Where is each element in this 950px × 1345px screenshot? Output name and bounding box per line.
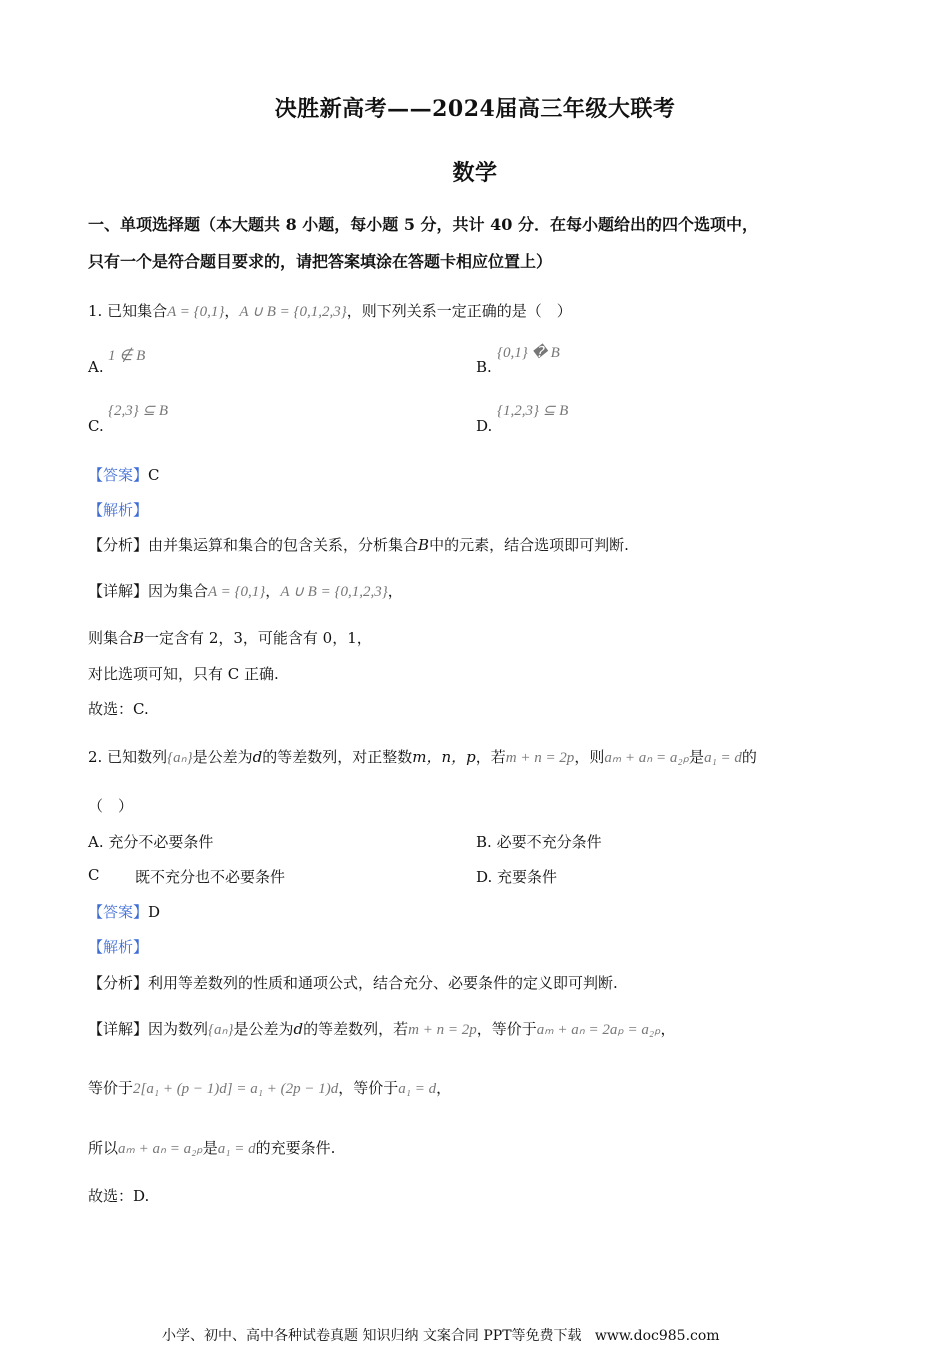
q1-xiangjie-math-a: A = {0,1} <box>208 584 266 600</box>
q1-analysis-tag: 【解析】 <box>88 501 149 519</box>
q1-math-a: A = {0,1} <box>167 304 225 320</box>
q1-line-b-post: 一定含有 2，3，可能含有 0，1， <box>144 629 372 647</box>
q2-option-d <box>476 866 557 887</box>
q1-option-a-label: A. <box>88 358 104 376</box>
q2-paren: （ ） <box>88 797 134 815</box>
section-header-line1: 一、单项选择题（本大题共 8 小题，每小题 5 分，共计 40 分．在每小题给出的四个选项中， <box>88 215 758 234</box>
q2-xj-mid1: 是公差为 <box>233 1020 294 1038</box>
q2-rel2: a₁ = d <box>704 750 742 766</box>
q2-xj-end: ， <box>660 1020 676 1038</box>
q2-d1: d <box>252 748 263 766</box>
q2-mid1: 是公差为 <box>192 748 253 766</box>
q1-stem-pre: 1. 已知集合 <box>88 302 168 320</box>
q2-analysis-tag: 【解析】 <box>88 938 149 956</box>
q2-l2-pre: 等价于 <box>88 1079 134 1097</box>
q1-option-b-math: {0,1} � B <box>497 345 560 361</box>
q2-stem-pre: 2. 已知数列 <box>88 748 168 766</box>
q1-line-c: 对比选项可知，只有 C 正确. <box>88 665 279 683</box>
q1-xiangjie-math-union: A ∪ B = {0,1,2,3} <box>280 584 388 600</box>
q1-fenxi-var: B <box>418 536 430 554</box>
q1-xiangjie-end: ， <box>387 582 403 600</box>
q2-xj-mid3: ，等价于 <box>476 1020 537 1038</box>
q1-xiangjie <box>88 580 403 601</box>
q1-sep: ， <box>224 302 240 320</box>
q1-option-a-math: 1 ∉ B <box>108 348 146 364</box>
q1-line-b <box>88 627 372 648</box>
q2-l3-mid: 是 <box>202 1139 218 1157</box>
q1-fenxi-post: 中的元素，结合选项即可判断. <box>429 536 629 554</box>
footer-link[interactable]: www.doc985.com <box>594 1328 720 1344</box>
q2-answer-value: D <box>148 903 161 921</box>
q2-mid2: 的等差数列，对正整数 <box>262 748 413 766</box>
q2-option-a-text: 充分不必要条件 <box>108 833 214 851</box>
q1-xiangjie-sep: ， <box>265 582 281 600</box>
q2-option-a <box>88 831 213 852</box>
q2-option-d-text: 充要条件 <box>497 868 558 886</box>
footer <box>162 1325 720 1345</box>
q1-answer <box>88 464 160 485</box>
q2-xj-cond: m + n = 2p <box>408 1022 477 1038</box>
q2-fenxi-tag: 【分析】 <box>88 974 149 992</box>
q2-l3-eq: aₘ + aₙ = a₂ₚ <box>118 1141 203 1157</box>
q2-xj-pre: 因为数列 <box>148 1020 209 1038</box>
q2-line2 <box>88 1077 451 1098</box>
q2-l2-eq: 2[a₁ + (p − 1)d] = a₁ + (2p − 1)d <box>133 1081 339 1097</box>
q2-mid3: ，若 <box>475 748 506 766</box>
q2-option-a-label: A. <box>88 833 104 851</box>
q1-option-c-label: C. <box>88 417 104 435</box>
q1-xiangjie-pre: 因为集合 <box>148 582 209 600</box>
q2-option-b <box>476 831 602 852</box>
q2-l3-eq2: a₁ = d <box>217 1141 256 1157</box>
q2-line3 <box>88 1137 335 1158</box>
document-title: 决胜新高考——2024届高三年级大联考 <box>274 96 676 122</box>
q2-xj-eq: aₘ + aₙ = 2aₚ = a₂ₚ <box>536 1022 661 1038</box>
q1-option-d <box>476 417 492 435</box>
q1-option-c <box>88 417 104 435</box>
q2-fenxi <box>88 972 618 993</box>
q2-mid4: ，则 <box>574 748 605 766</box>
q1-line-b-pre: 则集合 <box>88 629 134 647</box>
q2-l2-mid: ，等价于 <box>338 1079 399 1097</box>
section-header-line2: 只有一个是符合题目要求的，请把答案填涂在答题卡相应位置上） <box>88 252 553 271</box>
q1-xiangjie-tag: 【详解】 <box>88 582 149 600</box>
subject-title: 数学 <box>452 160 498 186</box>
q2-answer-tag: 【答案】 <box>88 903 149 921</box>
q1-answer-value: C <box>148 466 160 484</box>
q1-math-union: A ∪ B = {0,1,2,3} <box>239 304 347 320</box>
q1-option-c-math: {2,3} ⊆ B <box>108 403 168 419</box>
q2-xiangjie <box>88 1018 676 1039</box>
q2-xj-mid2: 的等差数列，若 <box>303 1020 409 1038</box>
q2-xj-d: d <box>293 1020 304 1038</box>
q2-l2-eq2: a₁ = d <box>398 1081 437 1097</box>
q2-option-b-text: 必要不充分条件 <box>496 833 602 851</box>
q2-math-seq: {aₙ} <box>167 750 193 766</box>
q2-answer <box>88 901 160 922</box>
q1-line-b-var: B <box>133 629 145 647</box>
q1-option-b-label: B. <box>476 358 492 376</box>
q2-fenxi-text: 利用等差数列的性质和通项公式，结合充分、必要条件的定义即可判断. <box>148 974 618 992</box>
q1-stem-post: ，则下列关系一定正确的是（ ） <box>346 302 572 320</box>
q2-l2-end: ， <box>436 1079 452 1097</box>
q2-xj-seq: {aₙ} <box>208 1022 234 1038</box>
q2-stem <box>88 746 757 767</box>
q1-fenxi-pre: 由并集运算和集合的包含关系，分析集合 <box>148 536 419 554</box>
q1-option-d-math: {1,2,3} ⊆ B <box>497 403 569 419</box>
q2-rel: aₘ + aₙ = a₂ₚ <box>604 750 690 766</box>
q2-l3-pre: 所以 <box>88 1139 119 1157</box>
q2-vars: m，n，p <box>412 748 476 766</box>
q1-option-a <box>88 358 104 376</box>
q1-fenxi <box>88 534 629 555</box>
q2-end: 的 <box>741 748 757 766</box>
q1-option-d-label: D. <box>476 417 493 435</box>
q2-option-c-label: C <box>88 866 100 884</box>
q2-conclusion: 故选：D. <box>88 1187 150 1205</box>
q2-cond: m + n = 2p <box>505 750 575 766</box>
q1-answer-tag: 【答案】 <box>88 466 149 484</box>
footer-text: 小学、初中、高中各种试卷真题 知识归纳 文案合同 PPT等免费下载 <box>162 1328 582 1344</box>
q2-xiangjie-tag: 【详解】 <box>88 1020 149 1038</box>
q2-option-d-label: D. <box>476 868 493 886</box>
q1-option-b <box>476 358 492 376</box>
q1-conclusion: 故选：C. <box>88 700 149 718</box>
q2-option-c-text: 既不充分也不必要条件 <box>135 868 286 886</box>
q2-option-b-label: B. <box>476 833 492 851</box>
q2-l3-end: 的充要条件. <box>255 1139 336 1157</box>
q1-stem <box>88 300 572 321</box>
q2-mid5: 是 <box>689 748 705 766</box>
q1-fenxi-tag: 【分析】 <box>88 536 149 554</box>
